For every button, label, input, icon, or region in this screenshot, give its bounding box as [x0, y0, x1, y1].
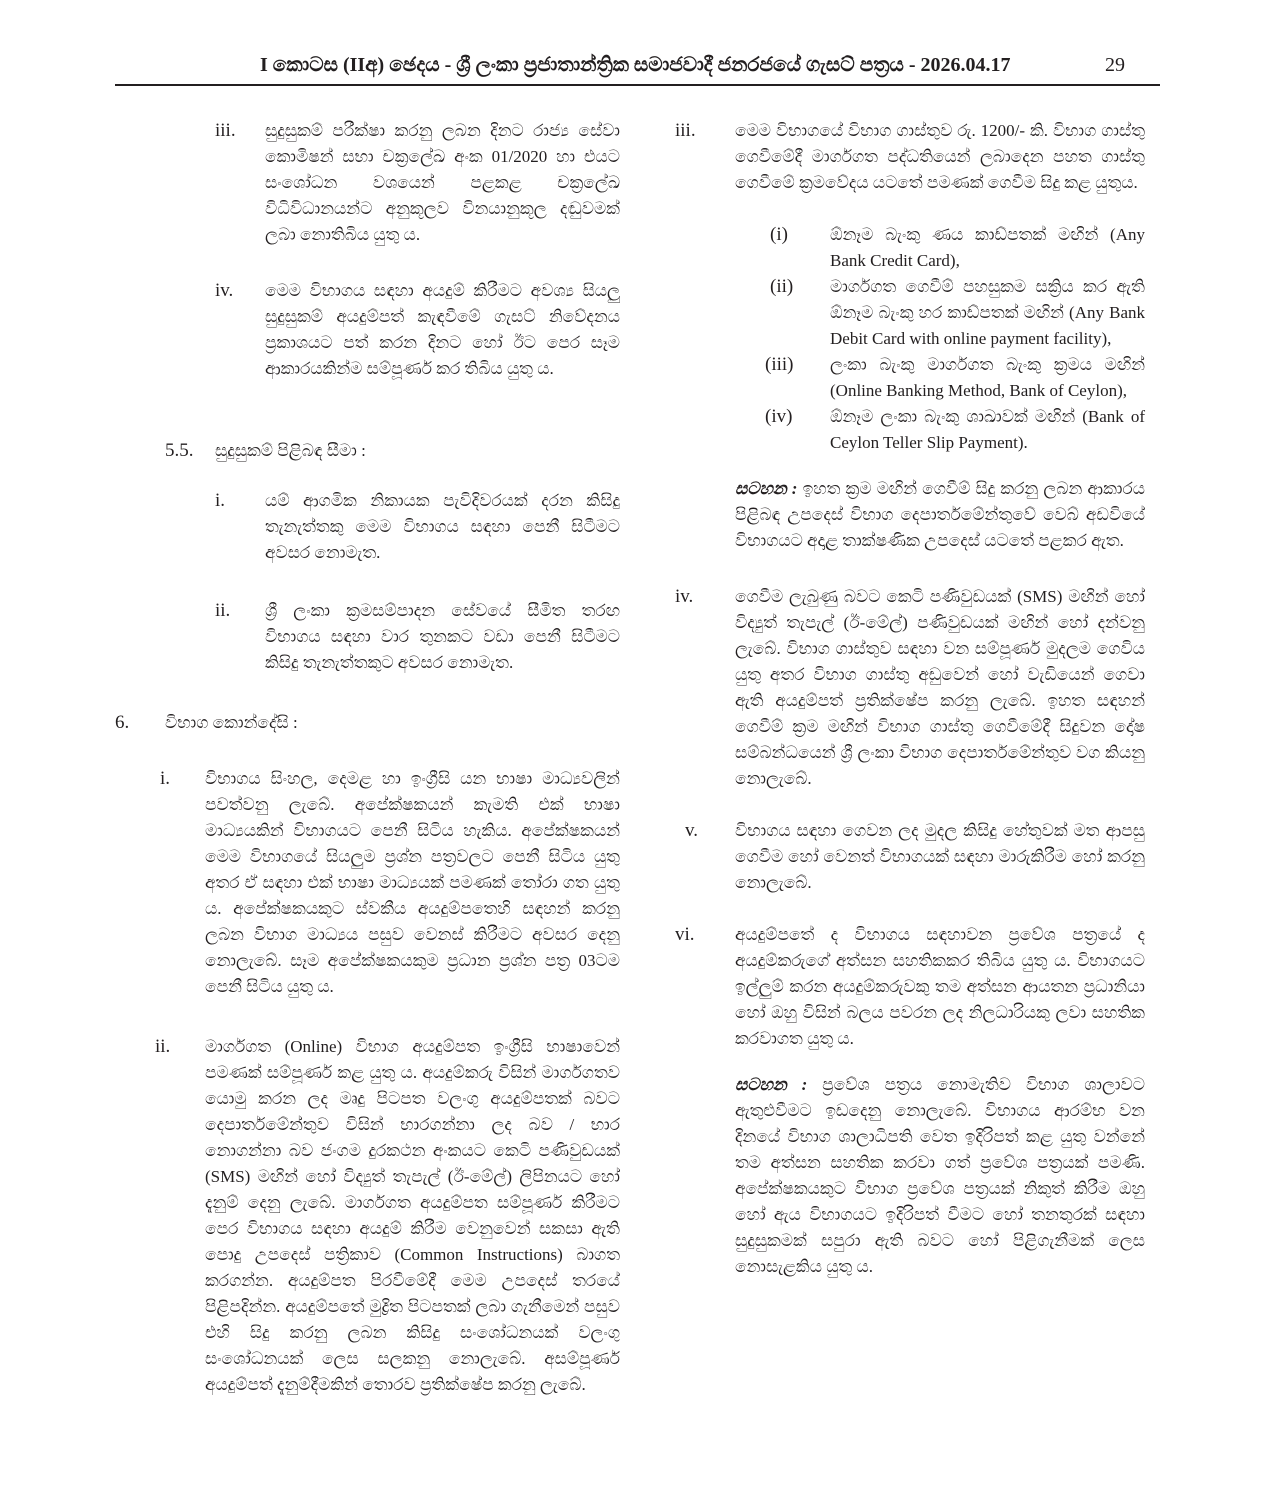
clause-number: iii. [215, 120, 236, 141]
clause-iv [115, 278, 620, 438]
clause-number: i. [160, 768, 171, 789]
note-label: සටහන : [735, 1075, 808, 1094]
section-number: 6. [115, 712, 130, 733]
fee-clause-iv [675, 584, 1145, 792]
clause-text: මෙම විභාගය සඳහා අයදුම් කිරීමට අවශ්‍ය සියලු සුදුසුකම් අයදුම්පත් කැඳවීමේ ගැසට් නිවේදනය ප්‍රකාශයට පත් කරන දිනට හෝ ඊට පෙර සෑම ආකාරයකින්ම සම්පූර්ණ කර තිබිය යුතු ය. [265, 281, 620, 378]
clause-number: v. [685, 820, 699, 841]
section-5-5-heading [115, 438, 620, 488]
clause-number: vi. [675, 924, 695, 945]
method-number: (iii) [765, 354, 794, 375]
clause-text: මෙම විභාගයේ විභාග ගාස්තුව රු. 1200/- කි. විභාග ගාස්තු ගෙවීමේදී මාර්ගගත පද්ධතියෙන් ලබාදෙන පහත ගාස්තු ගෙවීමේ ක්‍රමවේදය යටතේ පමණක් ගෙවීම සිදු කළ යුතුය. [735, 121, 1145, 192]
fee-clause-vi [675, 922, 1145, 1052]
restriction-ii [115, 598, 620, 708]
payment-note [675, 476, 1145, 554]
note-text: ඉහත ක්‍රම මඟින් ගෙවීම් සිදු කරනු ලබන ආකාරය පිළිබඳ උපදෙස් විභාග දෙපාර්තමේන්තුවේ වෙබ් අඩවියේ විභාගයට අදාළ තාක්ෂණික උපදෙස් යටතේ පළකර ඇත. [735, 479, 1145, 550]
clause-iii [115, 118, 620, 268]
gazette-title: I කොටස (IIඅ) ඡෙදය - ශ්‍රී ලංකා ප්‍රජාතාන්ත්‍රික සමාජවාදී ජනරජයේ ගැසට් පත්‍රය - 2026.04.17 [260, 54, 1011, 76]
note-text: ප්‍රවේශ පත්‍රය නොමැතිව විභාග ශාලාවට ඇතුළුවීමට ඉඩදෙනු නොලැබේ. විභාගය ආරම්භ වන දිනයේ විභාග ශාලාධිපති වෙත ඉදිරිපත් කළ යුතු වන්නේ තම අත්සන සහතික කරවා ගත් ප්‍රවේශ පත්‍රයක් පමණි. අපේක්ෂකයකුට විභාග ප්‍රවේශ පත්‍රයක් නිකුත් කිරීම ඔහු හෝ ඇය විභාගයට ඉදිරිපත් වීමට හෝ තනතුරක් සඳහා සුදුසුකමක් සපුරා ඇති බවට හෝ පිළිගැනීමක් ලෙස නොසැළකිය යුතු ය. [735, 1075, 1145, 1276]
section-number: 5.5. [165, 440, 194, 461]
method-text: ලංකා බැංකු මාර්ගගත බැංකු ක්‍රමය මඟින් (Online Banking Method, Bank of Ceylon), [830, 355, 1145, 400]
clause-text: අයදුම්පතේ ද විභාගය සඳහාවන ප්‍රවේශ පත්‍රයේ ද අයදුම්කරුගේ අත්සන සහතිකකර තිබිය යුතු ය. විභාගයට ඉල්ලුම් කරන අයදුම්කරුවකු තම අත්සන ආයතන ප්‍රධානියා හෝ ඔහු විසින් බලය පවරන ලද නිලධාරියකු ලවා සහතික කරවාගත යුතු ය. [735, 925, 1145, 1048]
payment-methods-list [675, 222, 1145, 456]
section-6-heading [115, 710, 620, 760]
method-text: ඕනෑම ලංකා බැංකු ශාඛාවක් මඟින් (Bank of Ceylon Teller Slip Payment). [830, 407, 1145, 452]
section-title: සුදුසුකම් පිළිබඳ සීමා : [215, 441, 366, 460]
condition-ii [115, 1034, 620, 1398]
page-header [115, 52, 1160, 86]
left-column [115, 118, 620, 1398]
method-number: (iv) [765, 406, 793, 427]
clause-number: iv. [215, 280, 234, 301]
payment-method [770, 274, 1145, 352]
clause-text: සුදුසුකම් පරීක්ෂා කරනු ලබන දිනට රාජ්‍ය සේවා කොමිෂන් සභා චක්‍රලේඛ අංක 01/2020 හා එයට සංශෝධන වශයෙන් පළකළ චක්‍රලේඛ විධිවිධානයන්ට අනුකූලව විනයානුකූල දඬුවමක් ලබා නොතිබිය යුතු ය. [265, 121, 620, 244]
condition-i [115, 766, 620, 1030]
payment-method [765, 352, 1145, 404]
method-text: ඕනෑම බැංකු ණය කාඩ්පතක් මඟින් (Any Bank Credit Card), [830, 225, 1145, 270]
payment-method [770, 222, 1145, 274]
clause-number: iii. [675, 120, 696, 141]
payment-method [765, 404, 1145, 456]
restriction-i [115, 488, 620, 598]
method-number: (i) [770, 224, 788, 245]
fee-clause-v [675, 818, 1145, 896]
clause-number: iv. [675, 586, 694, 607]
method-text: මාර්ගගත ගෙවීම් පහසුකම සක්‍රිය කර ඇති ඕනෑම බැංකු හර කාඩ්පතක් මඟින් (Any Bank Debit Card with online payment facility), [830, 277, 1145, 348]
clause-number: ii. [155, 1036, 171, 1057]
clause-text: ගෙවීම ලැබුණු බවට කෙටි පණිවුඩයක් (SMS) මඟින් හෝ විද්‍යුත් තැපැල් (ඊ-මේල්) පණිවුඩයක් මඟින් හෝ දන්වනු ලැබේ. විභාග ගාස්තුව සඳහා වන සම්පූර්ණ මුදලම ගෙවිය යුතු අතර විභාග ගාස්තු අඩුවෙන් හෝ වැඩියෙන් ගෙවා ඇති අයදුම්පත් ප්‍රතික්ෂේප කරනු ලැබේ. ඉහත සඳහන් ගෙවීම් ක්‍රම මඟින් විභාග ගාස්තු ගෙවීමේදී සිදුවන දෝෂ සම්බන්ධයෙන් ශ්‍රී ලංකා විභාග දෙපාර්තමේන්තුව වග කියනු නොලැබේ. [735, 587, 1145, 788]
clause-text: ශ්‍රී ලංකා ක්‍රමසම්පාදන සේවයේ සීමිත තරඟ විභාගය සඳහා වාර තුනකට වඩා පෙනී සිටීමට කිසිදු තැනැත්තකුට අවසර නොමැත. [265, 601, 620, 672]
clause-text: මාර්ගගත (Online) විභාග අයදුම්පත ඉංග්‍රීසි භාෂාවෙන් පමණක් සම්පූර්ණ කළ යුතු ය. අයදුම්කරු විසින් මාර්ගගතව යොමු කරන ලද මෘදු පිටපත වලංගු අයදුම්පතක් බවට දෙපාර්තමේන්තුව විසින් භාරගන්නා ලද බව / භාර නොගන්නා බව ජංගම දුරකථන අංකයට කෙටි පණිවුඩයක් (SMS) මඟින් හෝ විද්‍යුත් තැපැල් (ඊ-මේල්) ලිපිනයට හෝ දැනුම් දෙනු ලැබේ. මාර්ගගත අයදුම්පත සම්පූර්ණ කිරීමට පෙර විභාගය සඳහා අයදුම් කිරීම වෙනුවෙන් සකසා ඇති පොදු උපදෙස් පත්‍රිකාව (Common Instructions) බාගත කරගන්න. අයදුම්පත පිරවීමේදී මෙම උපදෙස් තරයේ පිළිපදින්න. අයදුම්පතේ මුද්‍රිත පිටපතක් ලබා ගැනීමෙන් පසුව එහි සිදු කරනු ලබන කිසිදු සංශෝධනයක් වලංගු සංශෝධනයක් ලෙස සලකනු නොලැබේ. අසම්පූර්ණ අයදුම්පත් දැනුම්දීමකින් තොරව ප්‍රතික්ෂේප කරනු ලැබේ. [205, 1037, 620, 1394]
section-title: විභාග කොන්දේසි : [165, 713, 298, 732]
fee-clause-iii [675, 118, 1145, 196]
method-number: (ii) [770, 276, 794, 297]
clause-text: විභාගය සඳහා ගෙවන ලද මුදල කිසිදු හේතුවක් මත ආපසු ගෙවීම හෝ වෙනත් විභාගයක් සඳහා මාරුකිරීම හෝ කරනු නොලැබේ. [735, 821, 1145, 892]
page-number: 29 [1105, 54, 1125, 76]
right-column [675, 118, 1145, 1280]
clause-number: ii. [215, 600, 231, 621]
admission-note [675, 1072, 1145, 1280]
clause-text: යම් ආගමික නිකායක පැවිදිවරයක් දරන කිසිදු තැනැත්තකු මෙම විභාගය සඳහා පෙනී සිටීමට අවසර නොමැත. [265, 491, 620, 562]
clause-number: i. [215, 490, 226, 511]
note-label: සටහන : [735, 479, 798, 498]
clause-text: විභාගය සිංහල, දෙමළ හා ඉංග්‍රීසි යන භාෂා මාධ්‍යවලින් පවත්වනු ලැබේ. අපේක්ෂකයන් කැමති එක් භාෂා මාධ්‍යයකින් විභාගයට පෙනී සිටිය හැකිය. අපේක්ෂකයන් මෙම විභාගයේ සියලුම ප්‍රශ්න පත්‍රවලට පෙනී සිටිය යුතු අතර ඒ සඳහා එක් භාෂා මාධ්‍යයක් පමණක් තෝරා ගත යුතු ය. අපේක්ෂකයකුට ස්වකීය අයදුම්පතෙහි සඳහන් කරනු ලබන විභාග මාධ්‍යය පසුව වෙනස් කිරීමට අවසර දෙනු නොලැබේ. සෑම අපේක්ෂකයකුම ප්‍රධාන ප්‍රශ්න පත්‍ර 03ටම පෙනී සිටිය යුතු ය. [205, 769, 620, 996]
